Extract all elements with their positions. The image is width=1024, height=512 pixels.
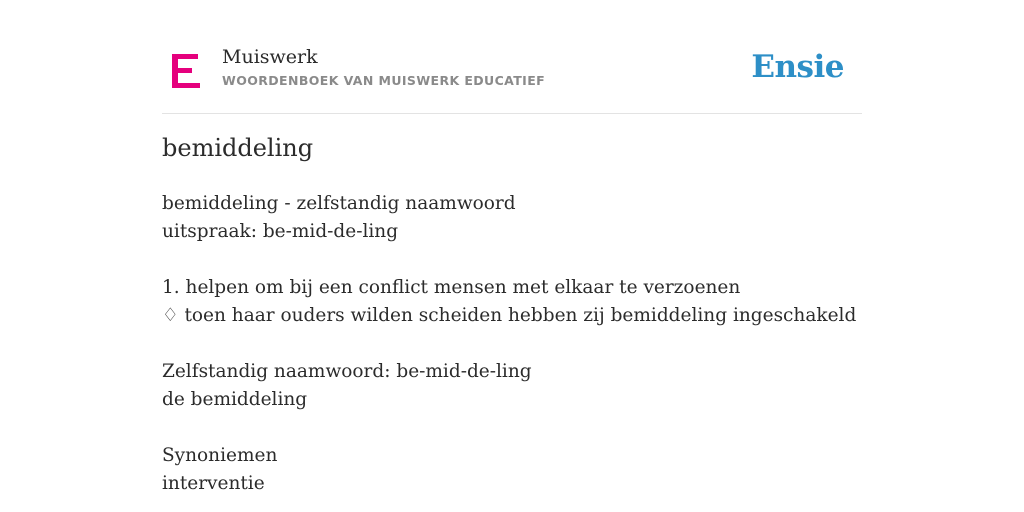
spacer xyxy=(162,330,862,358)
definition-line: 1. helpen om bij een conflict mensen met elkaar te verzoenen xyxy=(162,277,741,298)
noun-line: Zelfstandig naamwoord: be-mid-de-ling xyxy=(162,361,532,382)
spacer xyxy=(162,414,862,442)
brand-block xyxy=(222,45,545,88)
entry-content xyxy=(162,190,862,498)
example-line: ♢ toen haar ouders wilden scheiden hebben zij bemiddeling ingeschakeld xyxy=(162,305,857,326)
site-header xyxy=(162,36,862,114)
article-line: de bemiddeling xyxy=(162,389,308,410)
logo-bar-middle xyxy=(172,68,192,73)
ensie-logo-link[interactable]: Ensie xyxy=(751,49,844,85)
logo-bar-top xyxy=(172,54,198,59)
synonym-item: interventie xyxy=(162,473,265,494)
site-subtitle: WOORDENBOEK VAN MUISWERK EDUCATIEF xyxy=(222,73,546,88)
logo-bar-bottom xyxy=(172,83,200,88)
site-name-link[interactable]: Muiswerk xyxy=(222,46,318,68)
page-title: bemiddeling xyxy=(162,134,314,162)
spacer xyxy=(162,246,862,274)
pronunciation-line: uitspraak: be-mid-de-ling xyxy=(162,221,399,242)
muiswerk-logo-icon[interactable] xyxy=(172,54,200,88)
synonyms-heading: Synoniemen xyxy=(162,445,278,466)
part-of-speech-line: bemiddeling - zelfstandig naamwoord xyxy=(162,193,516,214)
